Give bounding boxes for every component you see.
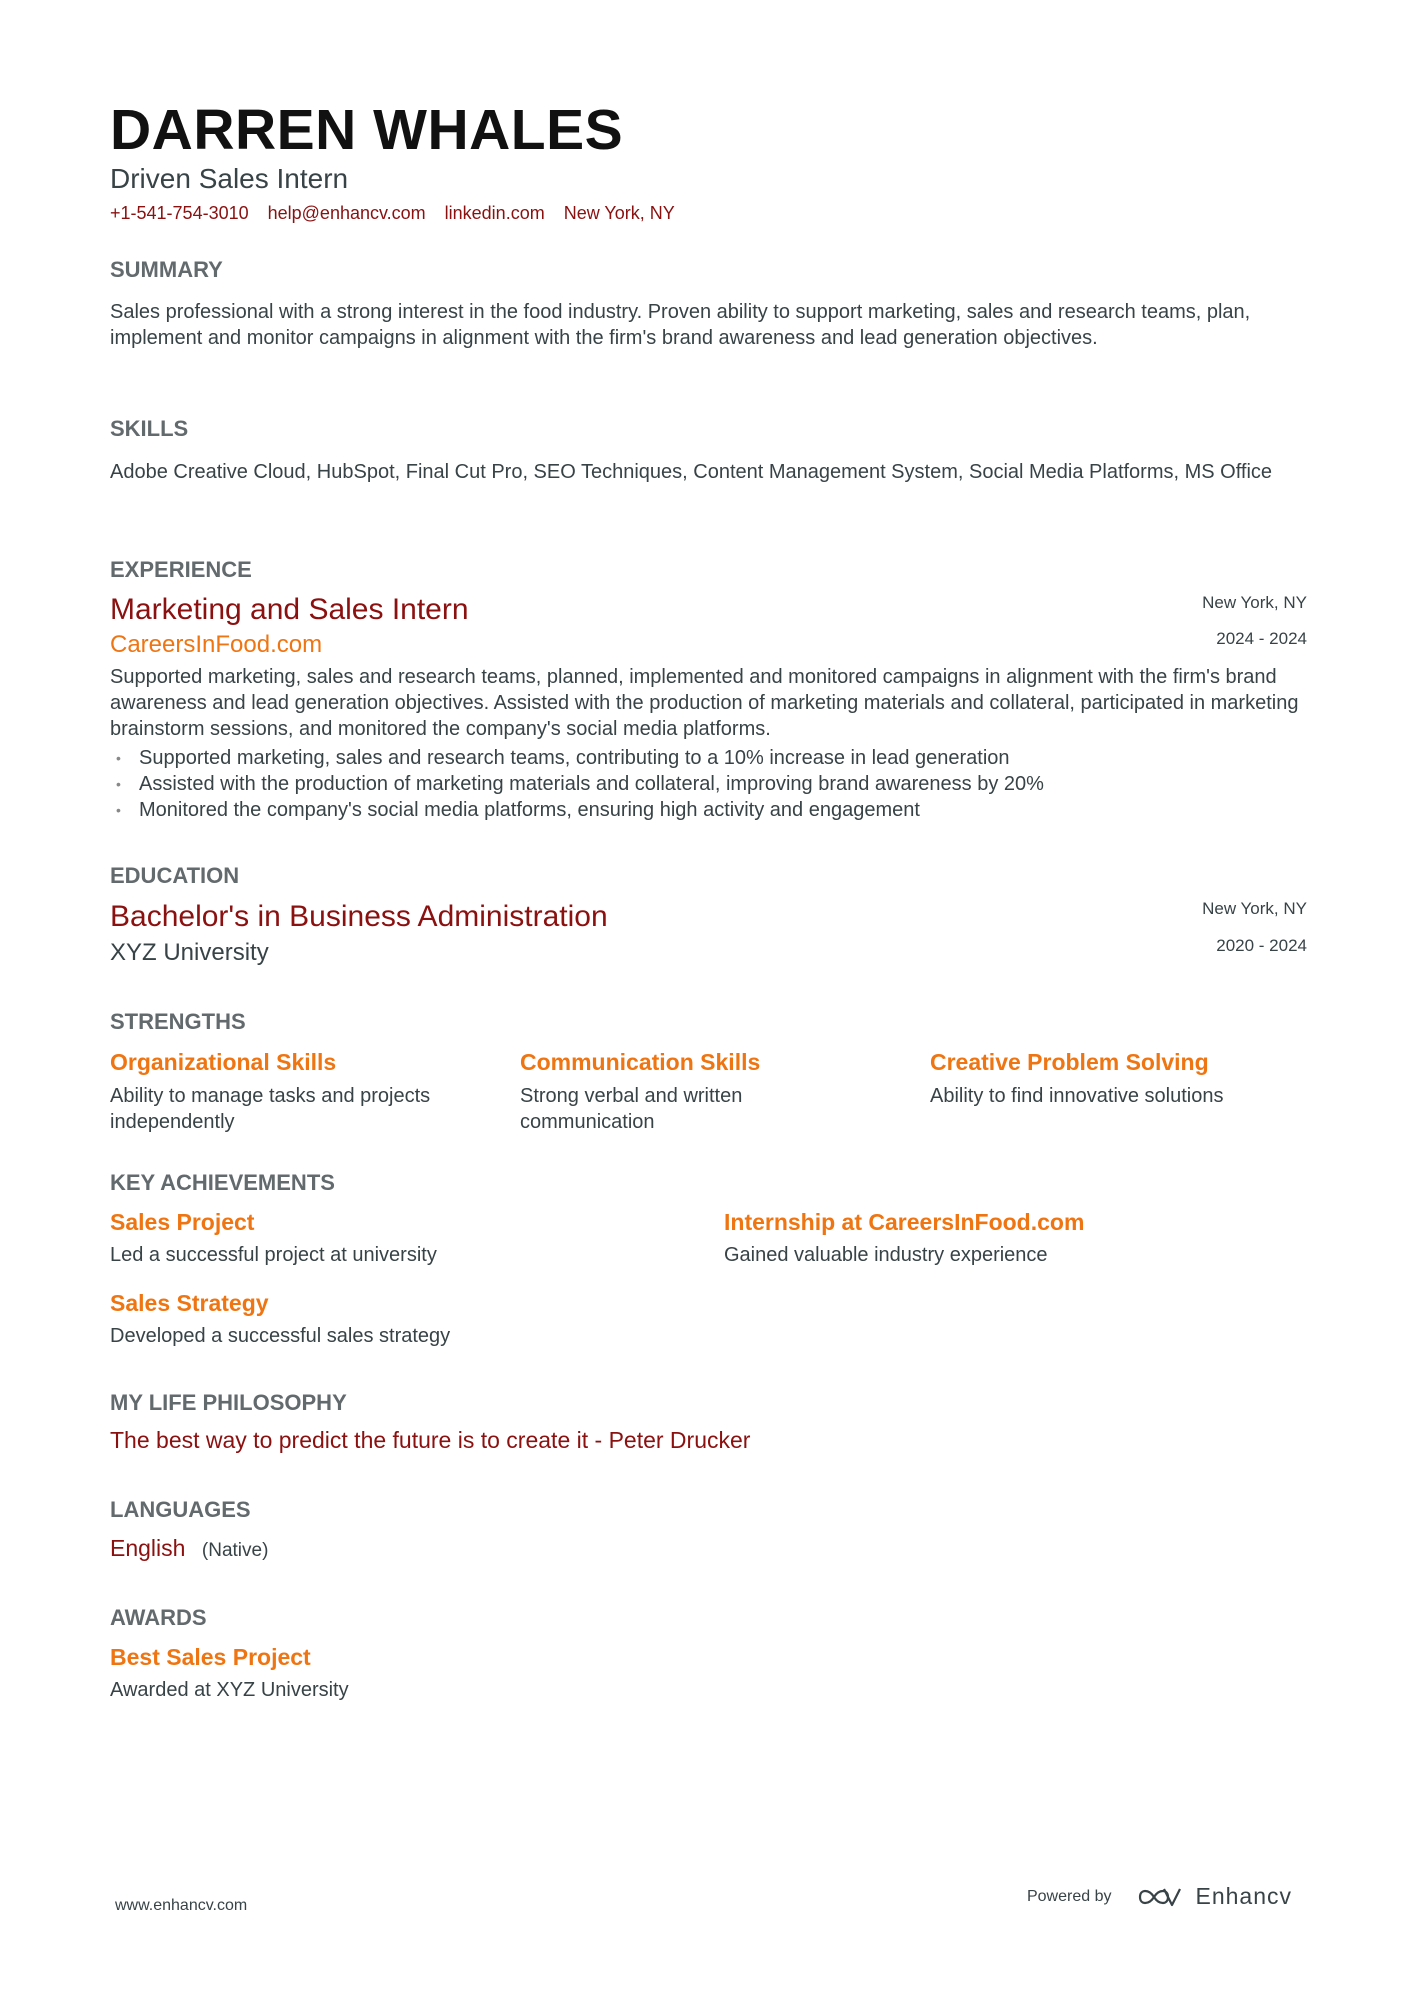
list-item: • Supported marketing, sales and research teams, contributing to a 10% increase in lead generation	[116, 747, 1010, 769]
education-location: New York, NY	[1202, 899, 1307, 918]
footer-brand[interactable]	[1027, 1883, 1292, 1910]
experience-company[interactable]: CareersInFood.com	[110, 631, 323, 658]
candidate-name: DARREN WHALES	[110, 98, 624, 162]
award-desc: Awarded at XYZ University	[110, 1679, 349, 1701]
education-dates: 2020 - 2024	[1216, 936, 1307, 955]
strength-title: Communication Skills	[520, 1049, 761, 1075]
powered-by-label: Powered by	[1026, 1887, 1112, 1905]
language-level: (Native)	[201, 1540, 269, 1561]
achievement-desc: Gained valuable industry experience	[724, 1244, 1048, 1266]
bullet-icon: •	[116, 802, 121, 818]
location-text: New York, NY	[563, 203, 675, 223]
philosophy-heading: MY LIFE PHILOSOPHY	[110, 1390, 347, 1415]
bullet-icon: •	[116, 776, 121, 792]
education-degree: Bachelor's in Business Administration	[110, 900, 608, 933]
award-title: Best Sales Project	[110, 1644, 311, 1670]
strength-desc: Strong verbal and written communication	[520, 1085, 743, 1133]
enhancv-logo-icon	[1137, 1884, 1183, 1910]
language-entry	[110, 1533, 268, 1567]
email-link[interactable]: help@enhancv.com	[267, 203, 426, 223]
summary-heading: SUMMARY	[110, 257, 223, 282]
achievement-desc: Developed a successful sales strategy	[110, 1325, 451, 1347]
enhancv-wordmark: Enhancv	[1195, 1883, 1292, 1909]
experience-dates: 2024 - 2024	[1216, 629, 1307, 648]
skills-heading: SKILLS	[110, 416, 189, 441]
philosophy-quote: The best way to predict the future is to create it - Peter Drucker	[110, 1427, 751, 1453]
achievement-title: Sales Strategy	[110, 1290, 269, 1316]
achievement-title: Sales Project	[110, 1209, 255, 1235]
languages-heading: LANGUAGES	[110, 1497, 251, 1522]
bullet-icon: •	[116, 750, 121, 766]
experience-location: New York, NY	[1202, 593, 1307, 612]
achievement-title: Internship at CareersInFood.com	[724, 1209, 1085, 1235]
strength-desc: Ability to find innovative solutions	[930, 1085, 1224, 1107]
awards-heading: AWARDS	[110, 1605, 207, 1630]
linkedin-link[interactable]: linkedin.com	[444, 203, 545, 223]
strength-title: Creative Problem Solving	[930, 1049, 1209, 1075]
contact-bar	[110, 201, 694, 225]
candidate-title: Driven Sales Intern	[110, 163, 349, 194]
experience-description: Supported marketing, sales and research teams, planned, implemented and monitored campaigns in alignment with the firm's brand awareness and lead generation objectives. Assisted with the production of marketing materials and collateral, participated in marketing brainstorm sessions, and monitored the company's social media platforms.	[110, 666, 1299, 740]
phone-link[interactable]: +1-541-754-3010	[110, 203, 249, 223]
list-item: • Monitored the company's social media platforms, ensuring high activity and engagement	[116, 799, 920, 821]
list-item: • Assisted with the production of marketing materials and collateral, improving brand awareness by 20%	[116, 773, 1044, 795]
strength-desc: Ability to manage tasks and projects independently	[110, 1085, 431, 1133]
experience-bullets	[110, 745, 1044, 823]
strengths-heading: STRENGTHS	[110, 1009, 246, 1034]
language-name: English	[110, 1535, 186, 1561]
achievements-heading: KEY ACHIEVEMENTS	[110, 1170, 335, 1195]
experience-role: Marketing and Sales Intern	[110, 593, 469, 626]
achievement-desc: Led a successful project at university	[110, 1244, 437, 1266]
education-heading: EDUCATION	[110, 863, 240, 888]
summary-text: Sales professional with a strong interest in the food industry. Proven ability to support marketing, sales and research teams, plan, implement and monitor campaigns in alignment with the firm's brand awareness and lead generation objectives.	[110, 301, 1251, 349]
experience-heading: EXPERIENCE	[110, 557, 252, 582]
footer-website-link[interactable]: www.enhancv.com	[115, 1897, 248, 1914]
skills-text: Adobe Creative Cloud, HubSpot, Final Cut Pro, SEO Techniques, Content Management System, Social Media Platforms, MS Office	[110, 461, 1273, 483]
education-school: XYZ University	[110, 939, 269, 966]
strength-title: Organizational Skills	[110, 1049, 337, 1075]
